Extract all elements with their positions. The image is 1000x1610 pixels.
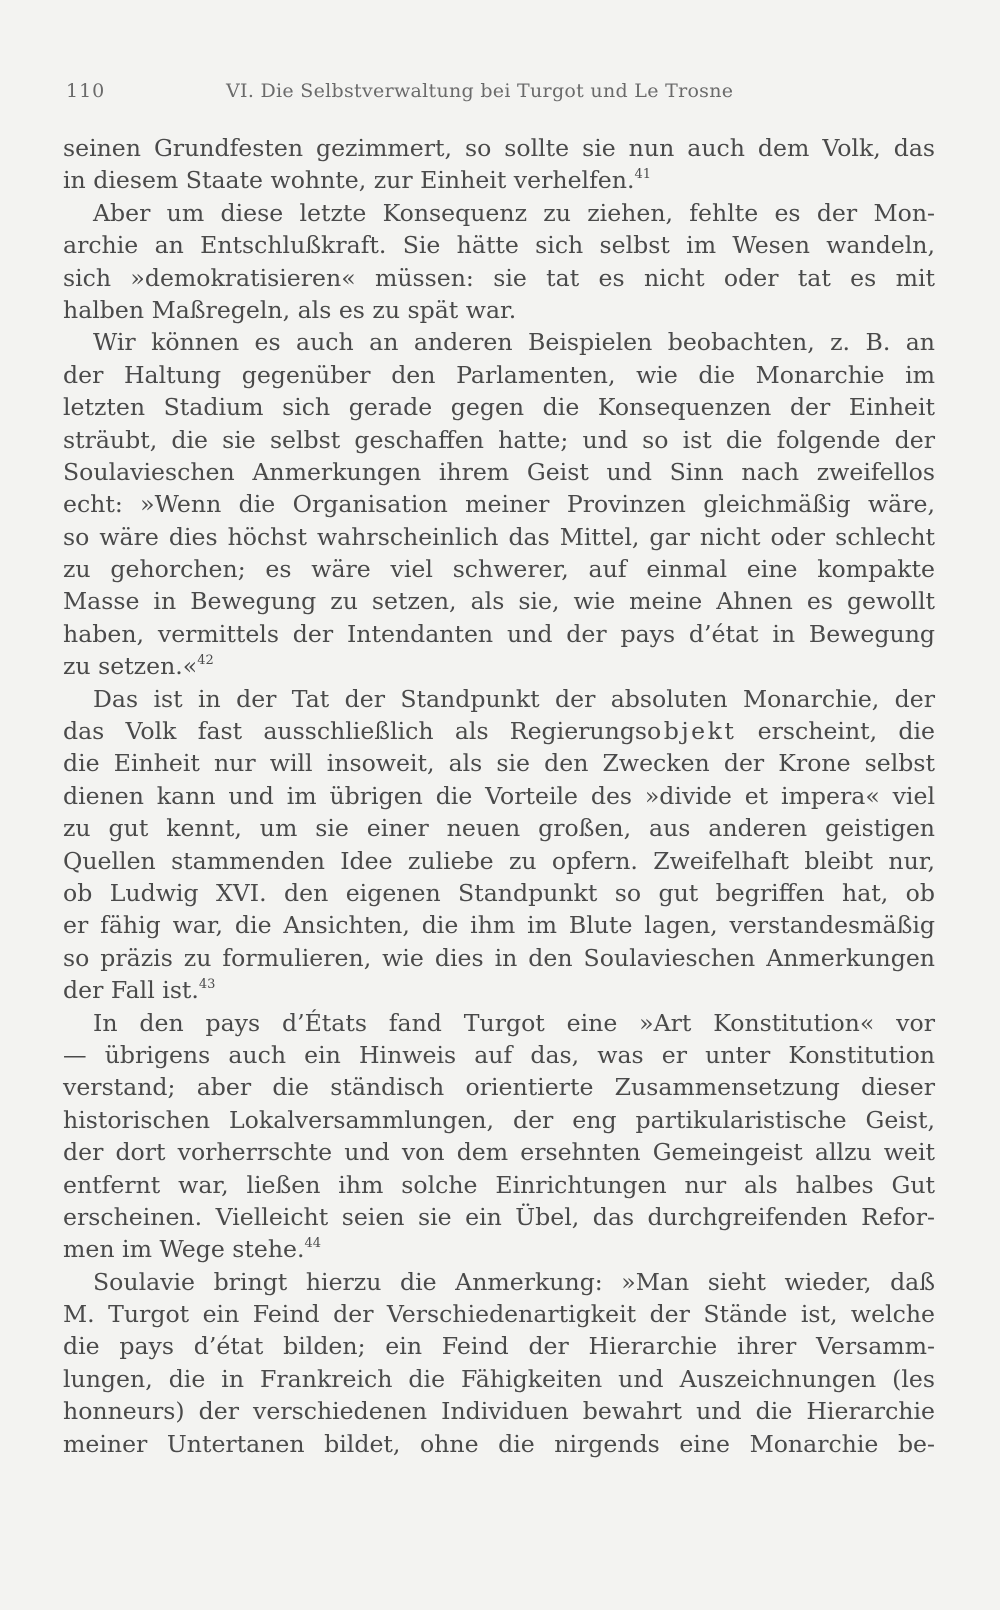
text-line: honneurs) der verschiedenen Individuen bewahrt und die Hierarchie — [63, 1397, 935, 1426]
text-line: Das ist in der Tat der Standpunkt der absoluten Monarchie, der — [93, 684, 935, 713]
text-line: halben Maßregeln, als es zu spät war. — [63, 295, 517, 324]
text-line: der Haltung gegenüber den Parlamenten, wie die Monarchie im — [63, 360, 935, 389]
text-line: die pays d’état bilden; ein Feind der Hierarchie ihrer Versamm- — [63, 1332, 935, 1361]
text-line: meiner Untertanen bildet, ohne die nirgends eine Monarchie be- — [63, 1429, 935, 1458]
text-line: sträubt, die sie selbst geschaffen hatte; und so ist die folgende der — [63, 425, 935, 454]
text-line: Soulavie bringt hierzu die Anmerkung: »Man sieht wieder, daß — [93, 1267, 935, 1296]
text-line: so präzis zu formulieren, wie dies in den Soulavieschen Anmerkungen — [63, 943, 935, 972]
text-line: lungen, die in Frankreich die Fähigkeiten und Auszeichnungen (les — [63, 1364, 935, 1393]
text-line: haben, vermittels der Intendanten und der pays d’état in Bewegung — [63, 619, 935, 648]
text-line: Soulavieschen Anmerkungen ihrem Geist und Sinn nach zweifellos — [63, 457, 935, 486]
emphasized-word: objekt — [647, 717, 737, 746]
text-line: die Einheit nur will insoweit, als sie den Zwecken der Krone selbst — [63, 749, 935, 778]
text-line: das Volk fast ausschließlich als Regierungsobjekt erscheint, die — [63, 717, 935, 746]
text-line: zu gehorchen; es wäre viel schwerer, auf einmal eine kompakte — [63, 555, 935, 584]
body-text — [63, 132, 935, 1460]
text-line: er fähig war, die Ansichten, die ihm im Blute lagen, verstandesmäßig — [63, 911, 935, 940]
text-line: Quellen stammenden Idee zuliebe zu opfern. Zweifelhaft bleibt nur, — [63, 846, 935, 875]
text-line: in diesem Staate wohnte, zur Einheit verhelfen.$^{41}$ — [63, 166, 652, 195]
text-line: archie an Entschlußkraft. Sie hätte sich selbst im Wesen wandeln, — [63, 231, 935, 260]
text-line: der Fall ist.$^{43}$ — [63, 976, 216, 1005]
footnote-marker: 44 — [304, 1236, 322, 1252]
footnote-marker: 41 — [634, 167, 652, 183]
text-line: zu setzen.«$^{42}$ — [63, 652, 214, 681]
text-line: Aber um diese letzte Konsequenz zu ziehen, fehlte es der Mon- — [93, 198, 935, 227]
text-line: echt: »Wenn die Organisation meiner Provinzen gleichmäßig wäre, — [63, 490, 935, 519]
running-title: VI. Die Selbstverwaltung bei Turgot und Le Trosne — [226, 80, 734, 102]
text-line: historischen Lokalversammlungen, der eng partikularistische Geist, — [63, 1105, 935, 1134]
text-line: erscheinen. Vielleicht seien sie ein Übel, das durchgreifenden Refor- — [63, 1202, 935, 1231]
text-line: men im Wege stehe.$^{44}$ — [63, 1235, 322, 1264]
page-number: 110 — [66, 80, 106, 102]
text-line: zu gut kennt, um sie einer neuen großen, aus anderen geistigen — [63, 814, 935, 843]
text-line: M. Turgot ein Feind der Verschiedenartigkeit der Stände ist, welche — [63, 1300, 935, 1329]
text-line: Masse in Bewegung zu setzen, als sie, wie meine Ahnen es gewollt — [63, 587, 935, 616]
text-line: seinen Grundfesten gezimmert, so sollte sie nun auch dem Volk, das — [63, 134, 935, 162]
running-header — [66, 74, 938, 108]
text-line: entfernt war, ließen ihm solche Einrichtungen nur als halbes Gut — [63, 1170, 935, 1199]
text-line: sich »demokratisieren« müssen: sie tat es nicht oder tat es mit — [63, 263, 935, 292]
text-line: so wäre dies höchst wahrscheinlich das Mittel, gar nicht oder schlecht — [63, 522, 935, 551]
text-line: In den pays d’États fand Turgot eine »Art Konstitution« vor — [93, 1008, 935, 1037]
text-line: letzten Stadium sich gerade gegen die Konsequenzen der Einheit — [63, 393, 935, 422]
text-line: dienen kann und im übrigen die Vorteile des »divide et impera« viel — [63, 781, 935, 810]
text-line: der dort vorherrschte und von dem ersehnten Gemeingeist allzu weit — [63, 1138, 935, 1167]
text-line: ob Ludwig XVI. den eigenen Standpunkt so gut begriffen hat, ob — [63, 878, 935, 907]
text-line: verstand; aber die ständisch orientierte Zusammensetzung dieser — [63, 1073, 935, 1102]
text-line: Wir können es auch an anderen Beispielen beobachten, z. B. an — [93, 328, 935, 357]
footnote-marker: 42 — [197, 653, 214, 669]
footnote-marker: 43 — [198, 977, 216, 993]
text-line: — übrigens auch ein Hinweis auf das, was er unter Konstitution — [63, 1040, 935, 1069]
